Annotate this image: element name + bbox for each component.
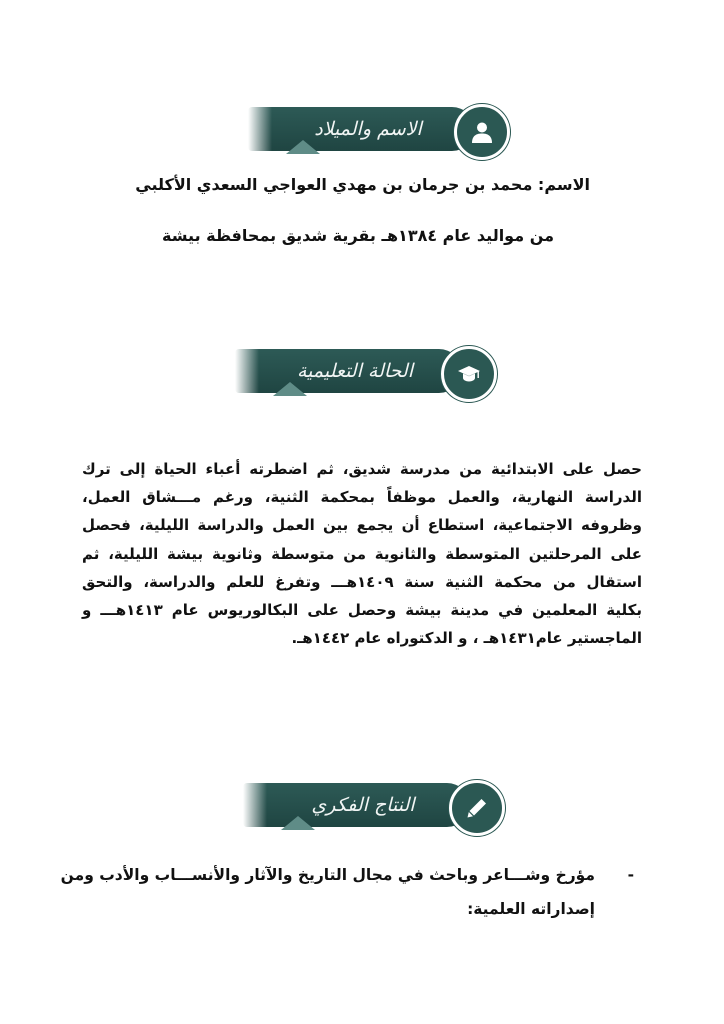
banner-title: الحالة التعليمية bbox=[296, 360, 414, 382]
pencil-icon bbox=[465, 796, 489, 820]
banner-title: الاسم والميلاد bbox=[314, 118, 422, 140]
graduation-cap-icon bbox=[457, 362, 481, 386]
education-line: الماجستير عام١٤٣١هـ ، و الدكتوراه عام ١٤٤٢هـ. bbox=[291, 629, 642, 648]
education-paragraph bbox=[82, 455, 642, 652]
user-icon bbox=[470, 120, 494, 144]
bullet-marker: - bbox=[627, 866, 634, 884]
banner-icon-circle bbox=[454, 104, 510, 160]
education-line: حصل على الابتدائية من مدرسة شديق، ثم اضطرته أعباء الحياة إلى ترك bbox=[82, 460, 642, 478]
section-banner-name-birth bbox=[248, 107, 518, 151]
education-line: بكلية المعلمين في مدينة بيشة وحصل على البكالوريوس عام ١٤١٣هـــ و bbox=[82, 600, 643, 619]
banner-icon-circle bbox=[449, 780, 505, 836]
education-line: الدراسة النهارية، والعمل موظفاً بمحكمة الثنية، ورغم مـــشاق العمل، bbox=[82, 488, 642, 507]
intellectual-line-2: إصداراته العلمية: bbox=[467, 900, 595, 918]
intellectual-line-1: مؤرخ وشـــاعر وباحث في مجال التاريخ والآثار والأنســـاب والأدب ومن bbox=[60, 866, 595, 884]
name-line: الاسم: محمد بن جرمان بن مهدي العواجي السعدي الأكلبي bbox=[135, 175, 590, 194]
education-line: استقال من محكمة الثنية سنة ١٤٠٩هـــ وتفرغ للعلم والدراسة، والتحق bbox=[82, 572, 643, 591]
education-line: وظروفه الاجتماعية، استطاع أن يجمع بين العمل والدراسة الليلية، فحصل bbox=[82, 516, 642, 535]
banner-icon-circle bbox=[441, 346, 497, 402]
banner-title: النتاج الفكري bbox=[311, 794, 415, 816]
education-line: على المرحلتين المتوسطة والثانوية من متوسطة وثانوية بيشة الليلية، ثم bbox=[82, 544, 642, 563]
section-banner-intellectual bbox=[243, 783, 513, 827]
section-banner-education bbox=[235, 349, 505, 393]
birth-line: من مواليد عام ١٣٨٤هـ بقرية شديق بمحافظة بيشة bbox=[162, 226, 554, 245]
